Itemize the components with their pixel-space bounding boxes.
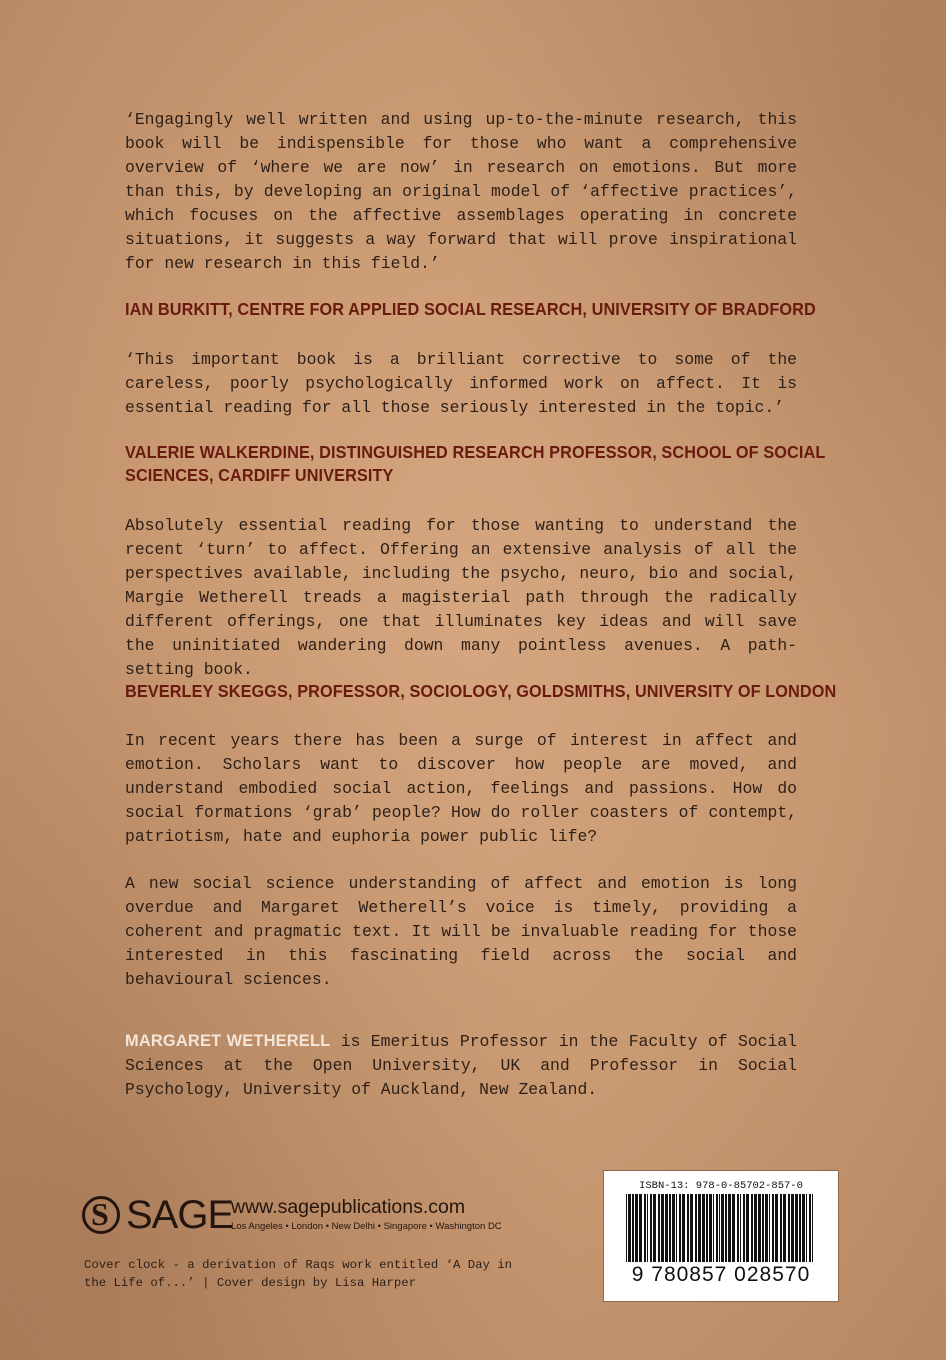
barcode — [603, 1170, 839, 1302]
publisher-cities: Los Angeles • London • New Delhi • Singapore • Washington DC — [231, 1221, 502, 1232]
attribution-burkitt: IAN BURKITT, CENTRE FOR APPLIED SOCIAL RESEARCH, UNIVERSITY OF BRADFORD — [125, 299, 816, 319]
description-paragraph-2: A new social science understanding of affect and emotion is long overdue and Margaret Wetherell’s voice is timely, providing a coherent and pragmatic text. It will be invaluable reading for those interested in this fascinating field across the social and behavioural sciences. — [125, 874, 797, 989]
barcode-bars — [626, 1194, 816, 1264]
author-name: MARGARET WETHERELL — [125, 1032, 331, 1050]
attribution-walkerdine-line1: VALERIE WALKERDINE, DISTINGUISHED RESEARCH PROFESSOR, SCHOOL OF SOCIAL — [125, 442, 826, 462]
publisher-url[interactable]: www.sagepublications.com — [231, 1196, 466, 1218]
author-bio — [125, 1029, 797, 1102]
isbn-label: ISBN-13: 978-0-85702-857-0 — [639, 1180, 803, 1192]
sage-logo-icon: S — [82, 1196, 120, 1234]
sage-logo[interactable] — [82, 1194, 512, 1242]
credits-line-2: the Life of...’ | Cover design by Lisa Harper — [84, 1276, 417, 1290]
credits-line-1: Cover clock - a derivation of Raqs work entitled ‘A Day in — [84, 1258, 513, 1272]
quote-skeggs: Absolutely essential reading for those wanting to understand the recent ‘turn’ to affect. Offering an extensive analysis of all the perspectives available, including the psycho, neuro, bio and social, Margie Wetherell treads a magisterial path through the radically different offerings, one that illuminates key ideas and will save the uninitiated wandering down many pointless avenues. A path-setting book. — [125, 516, 797, 679]
author-bio-text: is Emeritus Professor in the Faculty of Social Sciences at the Open University, UK and Professor in Social Psychology, University of Auckland, New Zealand. — [125, 1032, 797, 1099]
attribution-skeggs: BEVERLEY SKEGGS, PROFESSOR, SOCIOLOGY, GOLDSMITHS, UNIVERSITY OF LONDON — [125, 681, 837, 701]
barcode-digits: 9 780857 028570 — [631, 1263, 811, 1286]
description-paragraph-1: In recent years there has been a surge of interest in affect and emotion. Scholars want to discover how people are moved, and understand embodied social action, feelings and passions. How do social formations ‘grab’ people? How do roller coasters of contempt, patriotism, hate and euphoria power public life? — [125, 731, 797, 846]
cover-credits — [84, 1256, 524, 1292]
attribution-walkerdine-line2: SCIENCES, CARDIFF UNIVERSITY — [125, 465, 394, 485]
quote-walkerdine: ‘This important book is a brilliant corrective to some of the careless, poorly psychologically informed work on affect. It is essential reading for all those seriously interested in the topic.’ — [125, 350, 797, 417]
publisher-name: SAGE — [126, 1193, 234, 1237]
quote-burkitt: ‘Engagingly well written and using up-to-the-minute research, this book will be indispensible for those who want a comprehensive overview of ‘where we are now’ in research on emotions. But more than this, by developing an original model of ‘affective practices’, which focuses on the affective assemblages operating in concrete situations, it suggests a way forward that will prove inspirational for new research in this field.’ — [125, 110, 797, 273]
